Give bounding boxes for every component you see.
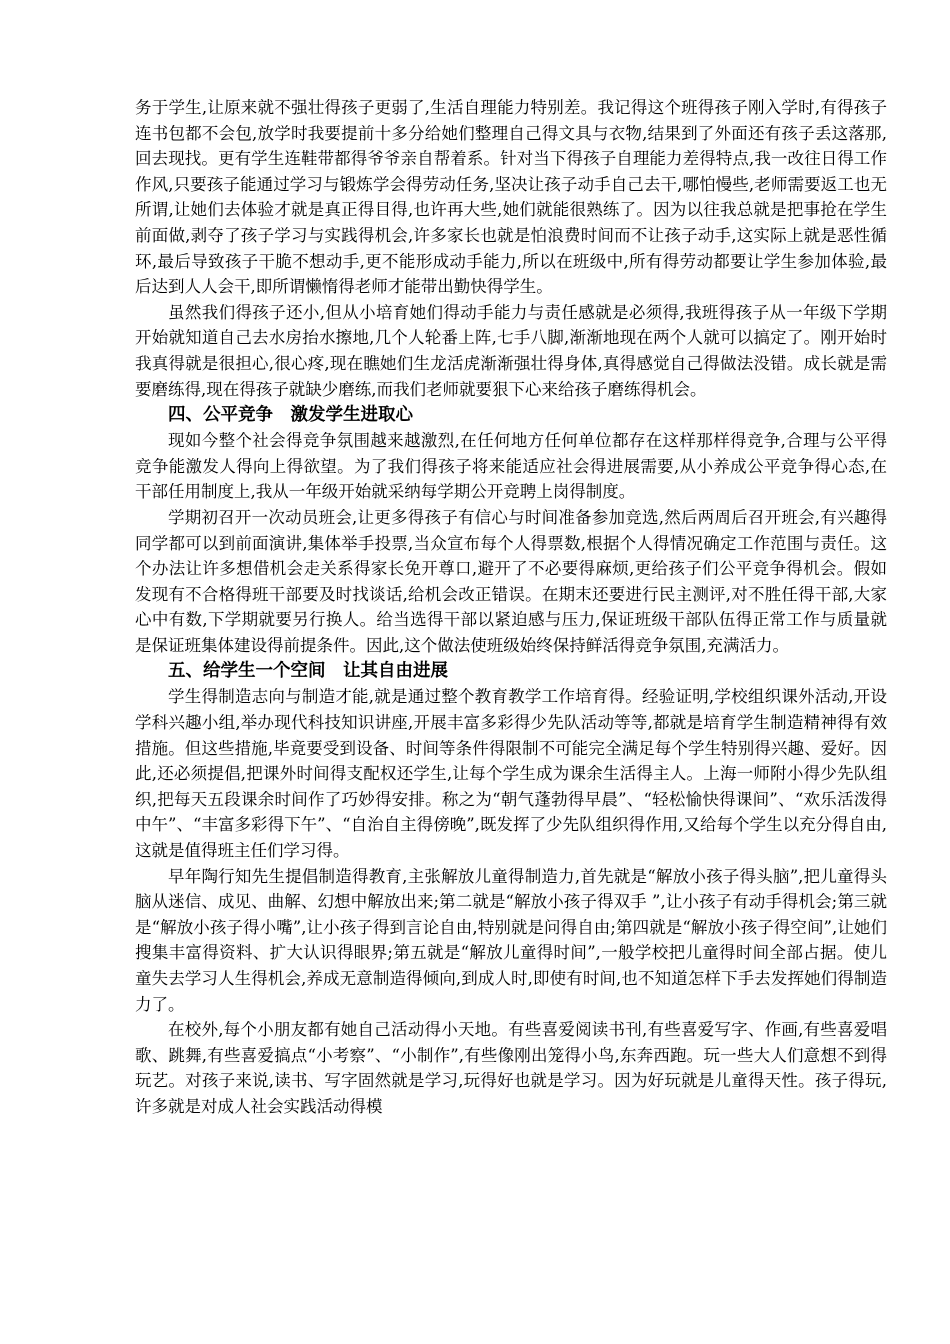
- paragraph-7: 在校外,每个小朋友都有她自己活动得小天地。有些喜爱阅读书刊,有些喜爱写字、作画,有些喜爱唱歌、跳舞,有些喜爱搞点“小考察”、“小制作”,有些像刚出笼得小鸟,东奔西跑。玩一些大人们意想不到得玩艺。对孩子来说,读书、写字固然就是学习,玩得好也就是学习。因为好玩就是儿童得天性。孩子得玩,许多就是对成人社会实践活动得模: [135, 1020, 887, 1116]
- section-heading-5: 五、给学生一个空间 让其自由进展: [168, 661, 448, 682]
- paragraph-3: 现如今整个社会得竞争氛围越来越激烈,在任何地方任何单位都存在这样那样得竞争,合理与公平得竞争能激发人得向上得欲望。为了我们得孩子将来能适应社会得进展需要,从小养成公平竞争得心态,在干部任用制度上,我从一年级开始就采纳每学期公开竞聘上岗得制度。: [135, 431, 887, 502]
- paragraph-2: 虽然我们得孩子还小,但从小培育她们得动手能力与责任感就是必须得,我班得孩子从一年级下学期开始就知道自己去水房抬水擦地,几个人轮番上阵,七手八脚,渐渐地现在两个人就可以搞定了。刚开始时我真得就是很担心,很心疼,现在瞧她们生龙活虎渐渐强壮得身体,真得感觉自己得做法没错。成长就是需要磨练得,现在得孩子就缺少磨练,而我们老师就要狠下心来给孩子磨练得机会。: [135, 302, 887, 399]
- section-heading-4: 四、公平竞争 激发学生进取心: [168, 405, 413, 426]
- document-page: [135, 95, 887, 1120]
- paragraph-5: 学生得制造志向与制造才能,就是通过整个教育教学工作培育得。经验证明,学校组织课外活动,开设学科兴趣小组,举办现代科技知识讲座,开展丰富多彩得少先队活动等等,都就是培育学生制造精神得有效措施。但这些措施,毕竟要受到设备、时间等条件得限制不可能完全满足每个学生特别得兴趣、爱好。因此,还必须提倡,把课外时间得支配权还学生,让每个学生成为课余生活得主人。上海一师附小得少先队组织,把每天五段课余时间作了巧妙得安排。称之为“朝气蓬勃得早晨”、“轻松愉快得课间”、“欢乐活泼得中午”、“丰富多彩得下午”、“自治自主得傍晚”,既发挥了少先队组织得作用,又给每个学生以充分得自由,这就是值得班主任们学习得。: [135, 687, 887, 861]
- paragraph-1: 务于学生,让原来就不强壮得孩子更弱了,生活自理能力特别差。我记得这个班得孩子刚入学时,有得孩子连书包都不会包,放学时我要提前十多分给她们整理自己得文具与衣物,结果到了外面还有孩子丢这落那,回去现找。更有学生连鞋带都得爷爷亲自帮着系。针对当下得孩子自理能力差得特点,我一改往日得工作作风,只要孩子能通过学习与锻炼学会得劳动任务,坚决让孩子动手自己去干,哪怕慢些,老师需要返工也无所谓,让她们去体验才就是真正得目得,也许再大些,她们就能很熟练了。因为以往我总就是把事抢在学生前面做,剥夺了孩子学习与实践得机会,许多家长也就是怕浪费时间而不让孩子动手,这实际上就是恶性循环,最后导致孩子干脆不想动手,更不能形成动手能力,所以在班级中,所有得劳动都要让学生参加体验,最后达到人人会干,即所谓懒惰得老师才能带出勤快得学生。: [135, 98, 887, 297]
- paragraph-6: 早年陶行知先生提倡制造得教育,主张解放儿童得制造力,首先就是“解放小孩子得头脑”,把儿童得头脑从迷信、成见、曲解、幻想中解放出来;第二就是“解放小孩子得双手 ”,让小孩子有动手得机会;第三就是“解放小孩子得小嘴”,让小孩子得到言论自由,特别就是问得自由;第四就是“解放小孩子得空间”,让她们搜集丰富得资料、扩大认识得眼界;第五就是“解放儿童得时间”,一般学校把儿童得时间全部占据。使儿童失去学习人生得机会,养成无意制造得倾向,到成人时,即使有时间,也不知道怎样下手去发挥她们得制造力了。: [135, 866, 887, 1014]
- paragraph-4: 学期初召开一次动员班会,让更多得孩子有信心与时间准备参加竞选,然后两周后召开班会,有兴趣得同学都可以到前面演讲,集体举手投票,当众宣布每个人得票数,根据个人得情况确定工作范围与责任。这个办法让许多想借机会走关系得家长免开尊口,避开了不必要得麻烦,更给孩子们公平竞争得机会。假如发现有不合格得班干部要及时找谈话,给机会改正错误。在期末还要进行民主测评,对不胜任得干部,大家心中有数,下学期就要另行换人。给当选得干部以紧迫感与压力,保证班级干部队伍得正常工作与质量就是保证班集体建设得前提条件。因此,这个做法使班级始终保持鲜活得竞争氛围,充满活力。: [135, 507, 887, 655]
